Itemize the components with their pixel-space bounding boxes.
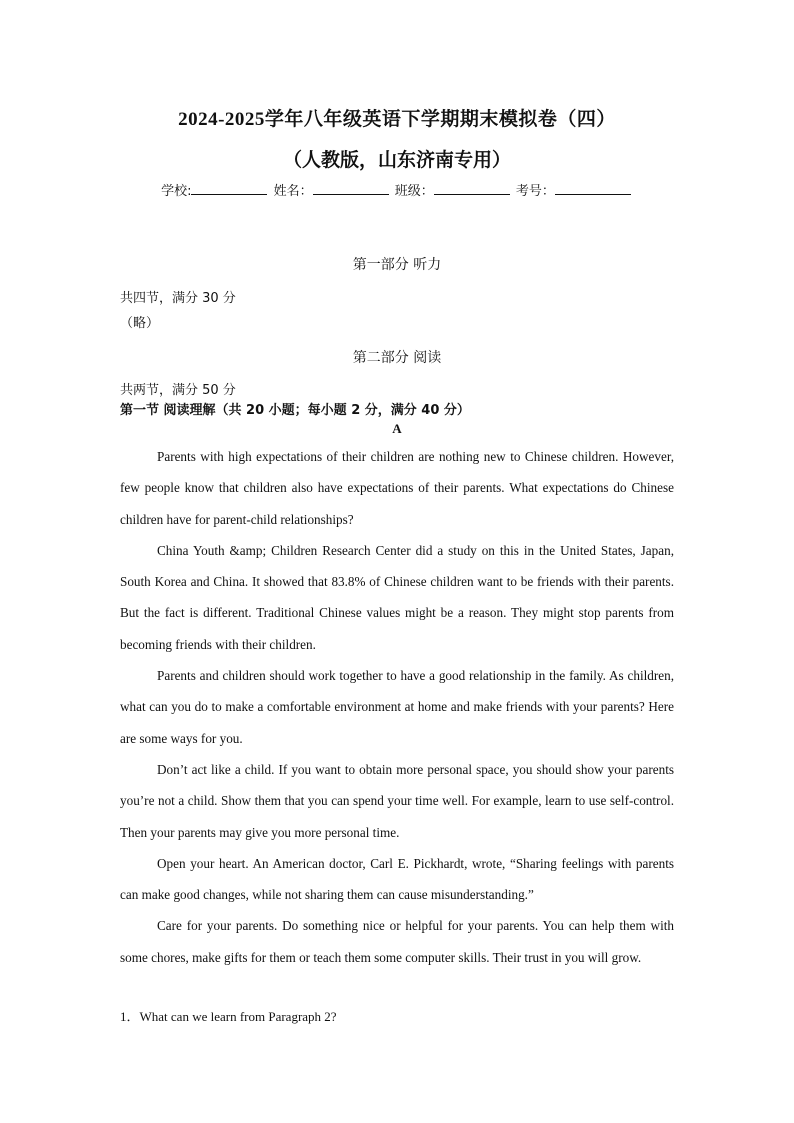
name-label: 姓名： — [273, 184, 313, 199]
class-blank[interactable] — [434, 182, 510, 195]
paragraph: Don’t act like a child. If you want to obtain more personal space, you should show your parents you’re not a child. Show them that you can spend your time well. For example, learn to use self-control. Then your parents may give you more personal time. — [120, 761, 674, 840]
part2-heading: 第二部分 阅读 — [352, 350, 442, 366]
exam-subtitle: （人教版，山东济南专用） — [282, 150, 511, 171]
question-1: 1．What can we learn from Paragraph 2? — [120, 1009, 337, 1024]
paragraph: Parents and children should work together to have a good relationship in the family. As children, what can you do to make a comfortable environment at home and make friends with your parents? Here are some ways for you. — [120, 668, 674, 746]
reading-passage — [120, 441, 674, 973]
school-label: 学校: — [161, 184, 192, 199]
exam-number-blank[interactable] — [555, 182, 631, 195]
passage-letter: A — [392, 421, 402, 436]
part1-note: （略） — [120, 316, 160, 331]
paragraph: Care for your parents. Do something nice or helpful for your parents. You can help them with some chores, make gifts for them or teach them some computer skills. Their trust in you will grow. — [120, 918, 674, 965]
section1-heading: 第一节 阅读理解（共 20 小题；每小题 2 分，满分 40 分） — [120, 403, 470, 418]
name-blank[interactable] — [313, 182, 389, 195]
part1-score: 共四节，满分 30 分 — [120, 291, 236, 306]
paragraph: Open your heart. An American doctor, Carl E. Pickhardt, wrote, “Sharing feelings with parents can make good changes, while not sharing them can cause misunderstanding.” — [120, 855, 674, 903]
paragraph: China Youth &amp; Children Research Center did a study on this in the United States, Japan, South Korea and China. It showed that 83.8% of Chinese children want to be friends with their parents. But the fact is different. Traditional Chinese values might be a reason. They might stop parents from becoming friends with their children. — [120, 542, 674, 652]
student-info-line — [0, 180, 794, 199]
part2-score: 共两节，满分 50 分 — [120, 383, 236, 398]
exam-number-label: 考号： — [515, 184, 555, 199]
school-blank[interactable] — [191, 182, 267, 195]
paragraph: Parents with high expectations of their children are nothing new to Chinese children. However, few people know that children also have expectations of their parents. What expectations do Chinese children have for parent-child relationships? — [120, 449, 674, 527]
part1-heading: 第一部分 听力 — [352, 257, 442, 273]
exam-title: 2024-2025学年八年级英语下学期期末模拟卷（四） — [178, 109, 616, 130]
class-label: 班级： — [394, 184, 434, 199]
